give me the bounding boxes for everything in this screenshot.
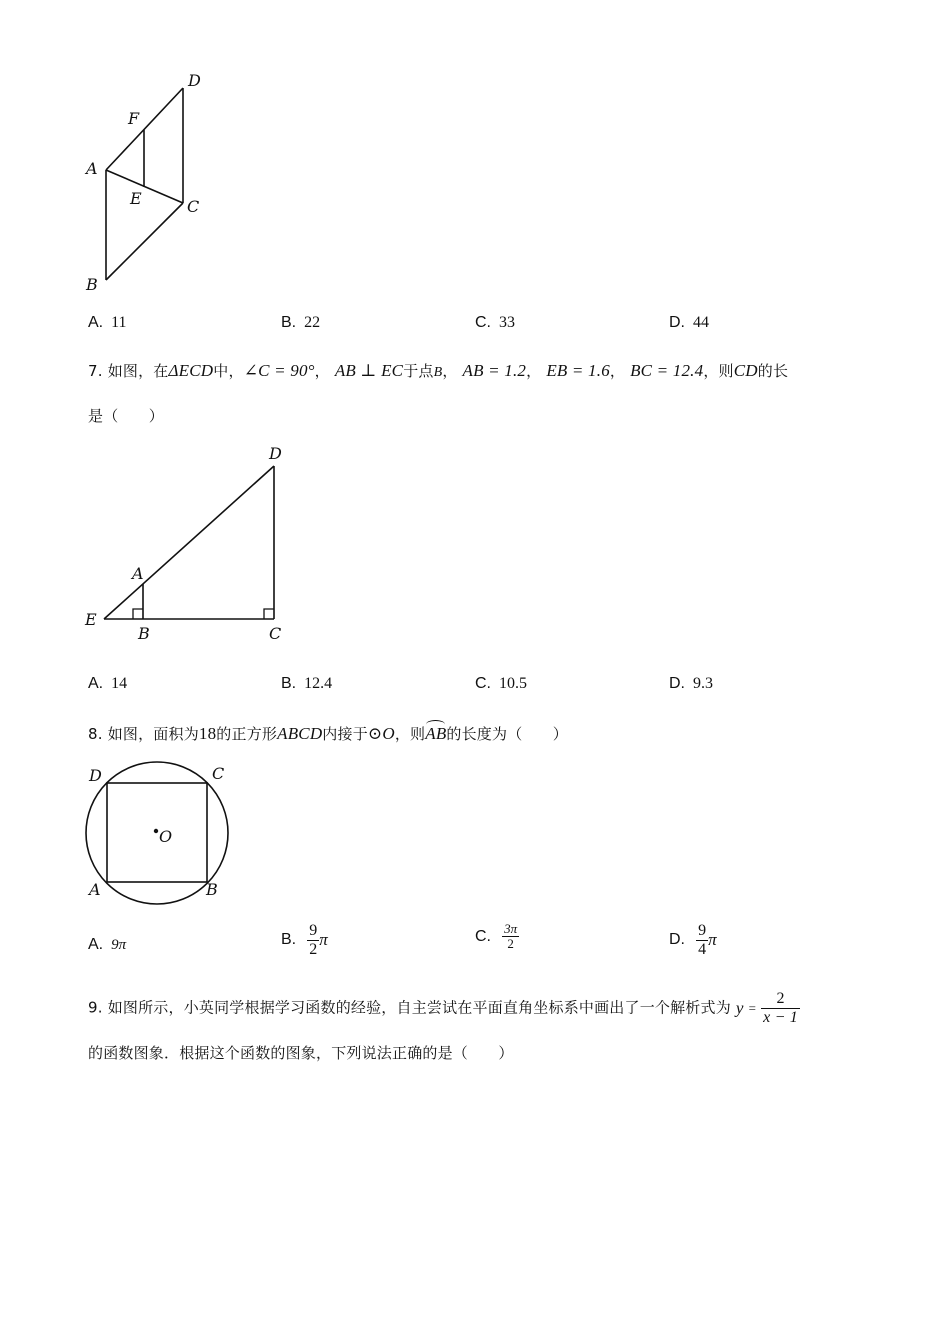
stem-text: 的长度为（ ） [446, 725, 569, 743]
stem-text: ，则 [394, 725, 426, 743]
pi-symbol: π [319, 930, 328, 950]
q8-option-a[interactable] [88, 934, 126, 954]
math-equals: = [748, 1000, 757, 1016]
q7-option-b[interactable] [281, 673, 332, 693]
option-value: 22 [304, 314, 321, 331]
figure-q6 [70, 60, 230, 300]
question-number: 7. [88, 362, 103, 380]
option-letter: D. [669, 931, 685, 949]
numerator: 3π [504, 921, 518, 936]
label-C: C [212, 764, 225, 783]
figure-q7 [70, 440, 300, 650]
q6-option-a[interactable] [88, 312, 127, 332]
q7-option-a[interactable] [88, 673, 127, 693]
label-D: D [188, 71, 201, 90]
label-F: F [128, 109, 140, 128]
label-B: B [86, 275, 98, 294]
q8-option-b[interactable] [281, 922, 328, 958]
q6-option-c[interactable] [475, 312, 515, 332]
option-value: 10.5 [499, 675, 527, 692]
stem-text: 如图，在 [107, 362, 169, 380]
figure-q8 [70, 758, 250, 908]
math-ab: AB = 1.2 [462, 361, 527, 380]
option-value: 14 [111, 675, 128, 692]
label-D: D [89, 766, 102, 785]
math-bc: BC = 12.4 [630, 361, 704, 380]
math-circle: ⊙O [367, 724, 395, 743]
q7-option-d[interactable] [669, 673, 713, 693]
math-point: B [433, 365, 443, 380]
math-cd: CD [733, 361, 758, 380]
option-letter: B. [281, 675, 297, 692]
option-letter: C. [475, 927, 491, 945]
option-letter: D. [669, 314, 685, 331]
q7-option-c[interactable] [475, 673, 527, 693]
q8-option-c[interactable] [475, 922, 519, 952]
question-number: 9. [88, 998, 103, 1017]
label-B: B [206, 880, 218, 899]
label-D: D [269, 444, 282, 463]
label-A: A [86, 159, 98, 178]
label-E: E [85, 610, 97, 629]
option-letter: A. [88, 314, 104, 331]
stem-text: 的长 [757, 362, 789, 380]
numerator: 2 [761, 990, 800, 1009]
math-eb: EB = 1.6 [546, 361, 610, 380]
denominator: 4 [698, 940, 707, 958]
option-value: 12.4 [304, 675, 333, 692]
option-value: 9.3 [693, 675, 713, 692]
stem-text: 中， [213, 362, 244, 380]
denominator: 2 [507, 936, 514, 952]
option-value: 9π [111, 937, 127, 953]
stem-text: 如图所示，小英同学根据学习函数的经验，自主尝试在平面直角坐标系中画出了一个解析式为 [107, 998, 731, 1017]
option-value: 33 [499, 314, 515, 331]
option-letter: B. [281, 931, 297, 949]
stem-text: 内接于 [322, 725, 368, 743]
q7-stem [88, 360, 788, 381]
q7-stem-line2: 是（ ） [88, 407, 165, 425]
option-letter: A. [88, 936, 104, 953]
fraction [307, 922, 319, 958]
label-E: E [130, 189, 142, 208]
option-letter: C. [475, 314, 491, 331]
math-perpendicular: AB ⊥ EC [334, 361, 404, 380]
stem-text: ， [526, 362, 542, 380]
label-C: C [269, 624, 282, 643]
fraction [502, 922, 519, 952]
math-area: 18 [198, 724, 217, 743]
option-letter: D. [669, 675, 685, 692]
math-y: y [735, 998, 744, 1018]
label-B: B [138, 624, 150, 643]
stem-text: 如图，面积为 [107, 725, 199, 743]
math-triangle: ΔECD [168, 361, 214, 380]
stem-text: 于点 [403, 362, 434, 380]
stem-text: 的正方形 [216, 725, 278, 743]
q6-option-d[interactable] [669, 312, 709, 332]
stem-text: ， [314, 362, 330, 380]
option-value: 11 [111, 314, 127, 331]
option-value: 44 [693, 314, 709, 331]
label-C: C [187, 197, 200, 216]
pi-symbol: π [708, 930, 717, 950]
option-letter: A. [88, 675, 104, 692]
fraction [761, 990, 800, 1026]
numerator: 9 [698, 922, 707, 939]
q6-option-b[interactable] [281, 312, 320, 332]
option-letter: B. [281, 314, 297, 331]
stem-text: ， [442, 362, 458, 380]
question-number: 8. [88, 725, 103, 743]
denominator: 2 [309, 940, 318, 958]
stem-text: ，则 [703, 362, 734, 380]
label-O: O [159, 827, 173, 846]
label-A: A [132, 564, 144, 583]
label-A: A [89, 880, 101, 899]
denominator: x − 1 [763, 1008, 799, 1026]
stem-text: ， [609, 362, 626, 380]
numerator: 9 [309, 922, 318, 939]
math-arc-ab: AB [425, 720, 446, 744]
option-letter: C. [475, 675, 491, 692]
q8-stem [88, 720, 568, 744]
q9-stem-line2: 的函数图象．根据这个函数的图象，下列说法正确的是（ ） [88, 1044, 514, 1062]
q8-option-d[interactable] [669, 922, 717, 958]
math-angle: ∠C = 90° [243, 361, 315, 380]
q9-stem [88, 990, 800, 1026]
math-square: ABCD [277, 724, 323, 743]
fraction [696, 922, 708, 958]
